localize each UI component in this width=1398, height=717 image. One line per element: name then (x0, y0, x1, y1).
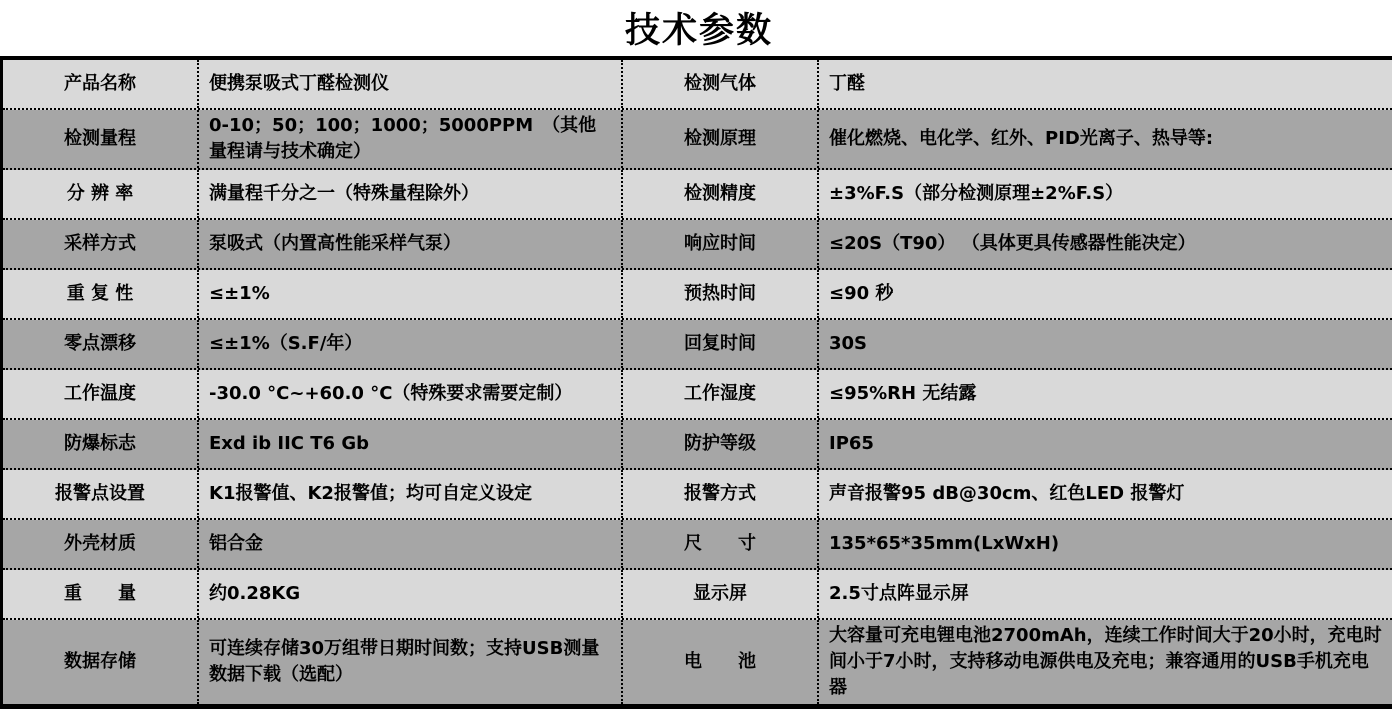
row-label: 零点漂移 (3, 320, 199, 368)
row-value: K1报警值、K2报警值；均可自定义设定 (199, 470, 623, 518)
row-label: 尺 寸 (623, 520, 819, 568)
table-row-sampling (3, 220, 1392, 270)
table-row-shell-material (3, 520, 1392, 570)
row-value: ±3%F.S（部分检测原理±2%F.S） (829, 183, 1124, 205)
table-row-zero-drift (3, 320, 1392, 370)
row-label: 显示屏 (623, 570, 819, 618)
row-value: 2.5寸点阵显示屏 (829, 583, 969, 605)
row-value: 便携泵吸式丁醛检测仪 (199, 60, 623, 108)
row-value: ≤95%RH 无结露 (829, 383, 977, 405)
row-value: 丁醛 (829, 72, 865, 94)
row-value: ≤20S（T90） （具体更具传感器性能决定） (829, 233, 1196, 255)
row-value: 135*65*35mm(LxWxH) (829, 533, 1060, 555)
row-value: IP65 (829, 433, 874, 455)
row-label: 预热时间 (623, 270, 819, 318)
row-label: 重 复 性 (3, 270, 199, 318)
row-value: 约0.28KG (199, 570, 623, 618)
page-title: 技术参数 (624, 11, 773, 51)
table-row-explosion-proof (3, 420, 1392, 470)
row-value: 声音报警95 dB@30cm、红色LED 报警灯 (829, 483, 1185, 505)
row-value: Exd ib IIC T6 Gb (199, 420, 623, 468)
row-label: 采样方式 (3, 220, 199, 268)
table-row-weight (3, 570, 1392, 620)
row-value: ≤90 秒 (829, 283, 894, 305)
table-row-repeatability (3, 270, 1392, 320)
row-value: 催化燃烧、电化学、红外、PID光离子、热导等: (829, 128, 1214, 150)
row-value: 铝合金 (199, 520, 623, 568)
row-value: 满量程千分之一（特殊量程除外） (199, 170, 623, 218)
row-label: 产品名称 (3, 60, 199, 108)
table-row-product-name (3, 60, 1392, 110)
table-row-alarm-points (3, 470, 1392, 520)
row-label: 检测精度 (623, 170, 819, 218)
row-label: 电 池 (623, 620, 819, 704)
row-label: 数据存储 (3, 620, 199, 704)
row-value: 大容量可充电锂电池2700mAh，连续工作时间大于20小时，充电时间小于7小时，支持移动电源供电及充电；兼容通用的USB手机充电器 (829, 625, 1382, 699)
table-row-resolution (3, 170, 1392, 220)
row-label: 响应时间 (623, 220, 819, 268)
row-label: 工作温度 (3, 370, 199, 418)
spec-table (0, 56, 1392, 709)
row-label: 重 量 (3, 570, 199, 618)
row-label: 工作湿度 (623, 370, 819, 418)
row-label: 防护等级 (623, 420, 819, 468)
row-label: 检测气体 (623, 60, 819, 108)
row-label: 检测原理 (623, 110, 819, 168)
row-label: 分 辨 率 (3, 170, 199, 218)
row-value: ≤±1%（S.F/年） (199, 320, 623, 368)
table-row-working-temp (3, 370, 1392, 420)
row-label: 检测量程 (3, 110, 199, 168)
row-label: 报警点设置 (3, 470, 199, 518)
row-label: 报警方式 (623, 470, 819, 518)
row-value: ≤±1% (199, 270, 623, 318)
row-value: -30.0 °C~+60.0 °C（特殊要求需要定制） (199, 370, 623, 418)
row-value: 泵吸式（内置高性能采样气泵） (199, 220, 623, 268)
row-value: 0-10；50；100；1000；5000PPM （其他量程请与技术确定） (199, 110, 623, 168)
table-row-measure-range (3, 110, 1392, 170)
row-label: 外壳材质 (3, 520, 199, 568)
row-value: 30S (829, 333, 868, 355)
table-row-data-storage (3, 620, 1392, 704)
row-label: 回复时间 (623, 320, 819, 368)
row-label: 防爆标志 (3, 420, 199, 468)
row-value: 可连续存储30万组带日期时间数；支持USB测量数据下载（选配） (199, 620, 623, 704)
